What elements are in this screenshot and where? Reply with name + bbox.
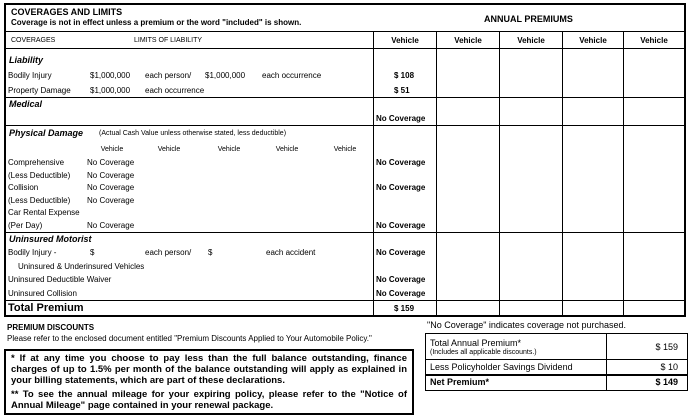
pd-vehicle-header: Vehicle xyxy=(157,146,181,153)
pd-vehicle-header: Vehicle xyxy=(333,146,357,153)
uninsured-divider xyxy=(4,300,686,301)
premium-col-line xyxy=(562,32,563,315)
summary-divider xyxy=(425,359,688,360)
summary-net-divider xyxy=(425,374,688,376)
um-per-person: each person/ xyxy=(145,248,192,257)
collision-premium: No Coverage xyxy=(376,183,426,192)
bodily-injury-per-person: each person/ xyxy=(145,71,192,80)
comprehensive-value: No Coverage xyxy=(87,158,135,167)
net-premium-label: Net Premium* xyxy=(430,377,490,387)
premium-discounts-text: Please refer to the enclosed document entitled "Premium Discounts Applied to Your Automobile Policy." xyxy=(7,334,372,343)
vehicle-col-header: Vehicle xyxy=(517,36,545,45)
frame-left xyxy=(4,3,6,317)
total-premium-label: Total Premium xyxy=(8,302,84,314)
car-rental-premium: No Coverage xyxy=(376,221,426,230)
medical-heading: Medical xyxy=(9,99,43,109)
liability-heading: Liability xyxy=(9,55,44,65)
collision-value: No Coverage xyxy=(87,183,135,192)
summary-col-line xyxy=(606,333,607,391)
annual-premiums-heading: ANNUAL PREMIUMS xyxy=(484,14,573,24)
total-premium-value: $ 159 xyxy=(394,304,415,313)
vehicle-col-header: Vehicle xyxy=(391,36,419,45)
frame-bottom xyxy=(4,315,686,317)
pd-vehicle-header: Vehicle xyxy=(217,146,241,153)
vehicle-col-header: Vehicle xyxy=(640,36,668,45)
car-rental-label: Car Rental Expense xyxy=(8,208,80,217)
policyholder-dividend-label: Less Policyholder Savings Dividend xyxy=(430,362,573,372)
property-damage-premium: $ 51 xyxy=(394,86,410,95)
coverages-col-header: COVERAGES xyxy=(11,37,56,44)
pd-vehicle-header: Vehicle xyxy=(100,146,124,153)
um-deductible-waiver-premium: No Coverage xyxy=(376,275,426,284)
um-per-accident: each accident xyxy=(266,248,316,257)
header-divider xyxy=(4,31,686,32)
medical-divider xyxy=(4,125,686,126)
finance-charge-note: * If at any time you choose to pay less than the full balance outstanding, finance charges of up to 1.5% per month of the balance outstanding will apply as explained in your billing statements, which are part of these declarations. xyxy=(11,353,407,386)
medical-premium: No Coverage xyxy=(376,114,426,123)
comp-deductible-label: (Less Deductible) xyxy=(8,171,71,180)
total-annual-premium-value: $ 159 xyxy=(655,342,678,352)
car-rental-per-day-label: (Per Day) xyxy=(8,221,43,230)
total-annual-premium-sublabel: (Includes all applicable discounts.) xyxy=(430,349,537,356)
um-vehicles-sublabel: Uninsured & Underinsured Vehicles xyxy=(18,262,145,271)
uninsured-heading: Uninsured Motorist xyxy=(9,234,92,244)
premium-col-line xyxy=(436,32,437,315)
limits-col-header: LIMITS OF LIABILITY xyxy=(134,37,203,44)
frame-right xyxy=(684,3,686,317)
liability-divider xyxy=(4,97,686,98)
frame-top xyxy=(4,3,686,5)
property-damage-label: Property Damage xyxy=(8,86,71,95)
finance-notes-box xyxy=(4,349,414,415)
comp-deductible-value: No Coverage xyxy=(87,171,135,180)
comprehensive-label: Comprehensive xyxy=(8,158,65,167)
physical-damage-divider xyxy=(4,232,686,233)
net-premium-value: $ 149 xyxy=(655,377,678,387)
um-amount-accident: $ xyxy=(208,248,213,257)
vehicle-col-header: Vehicle xyxy=(579,36,607,45)
no-coverage-note: "No Coverage" indicates coverage not purchased. xyxy=(427,320,627,330)
um-collision-label: Uninsured Collision xyxy=(8,289,77,298)
car-rental-value: No Coverage xyxy=(87,221,135,230)
physical-damage-heading: Physical Damage xyxy=(9,128,84,138)
pd-vehicle-header: Vehicle xyxy=(275,146,299,153)
bodily-injury-amount-occurrence: $1,000,000 xyxy=(205,71,246,80)
um-amount-person: $ xyxy=(90,248,95,257)
coverage-disclaimer: Coverage is not in effect unless a premium or the word "included" is shown. xyxy=(11,18,302,27)
policyholder-dividend-value: $ 10 xyxy=(660,362,678,372)
premium-col-line xyxy=(499,32,500,315)
um-collision-premium: No Coverage xyxy=(376,289,426,298)
um-bodily-injury-label: Bodily Injury - xyxy=(8,248,57,257)
comprehensive-premium: No Coverage xyxy=(376,158,426,167)
coll-deductible-value: No Coverage xyxy=(87,196,135,205)
section-title: COVERAGES AND LIMITS xyxy=(11,7,123,17)
um-deductible-waiver-label: Uninsured Deductible Waiver xyxy=(8,275,112,284)
premium-col-line xyxy=(623,32,624,315)
bodily-injury-premium: $ 108 xyxy=(394,71,415,80)
physical-damage-note: (Actual Cash Value unless otherwise stated, less deductible) xyxy=(99,130,287,137)
property-damage-per-occurrence: each occurrence xyxy=(145,86,205,95)
coll-deductible-label: (Less Deductible) xyxy=(8,196,71,205)
property-damage-amount: $1,000,000 xyxy=(90,86,131,95)
column-header-divider xyxy=(4,48,686,49)
bodily-injury-label: Bodily Injury xyxy=(8,71,52,80)
vehicle-col-header: Vehicle xyxy=(454,36,482,45)
bodily-injury-amount: $1,000,000 xyxy=(90,71,131,80)
premium-col-line xyxy=(373,32,374,315)
collision-label: Collision xyxy=(8,183,39,192)
bodily-injury-per-occurrence: each occurrence xyxy=(262,71,322,80)
premium-discounts-heading: PREMIUM DISCOUNTS xyxy=(7,323,95,332)
total-annual-premium-label: Total Annual Premium* xyxy=(430,338,522,348)
annual-mileage-note: ** To see the annual mileage for your expiring policy, please refer to the "Notice of Annual Mileage" page contained in your renewal package. xyxy=(11,389,407,411)
um-bodily-injury-premium: No Coverage xyxy=(376,248,426,257)
